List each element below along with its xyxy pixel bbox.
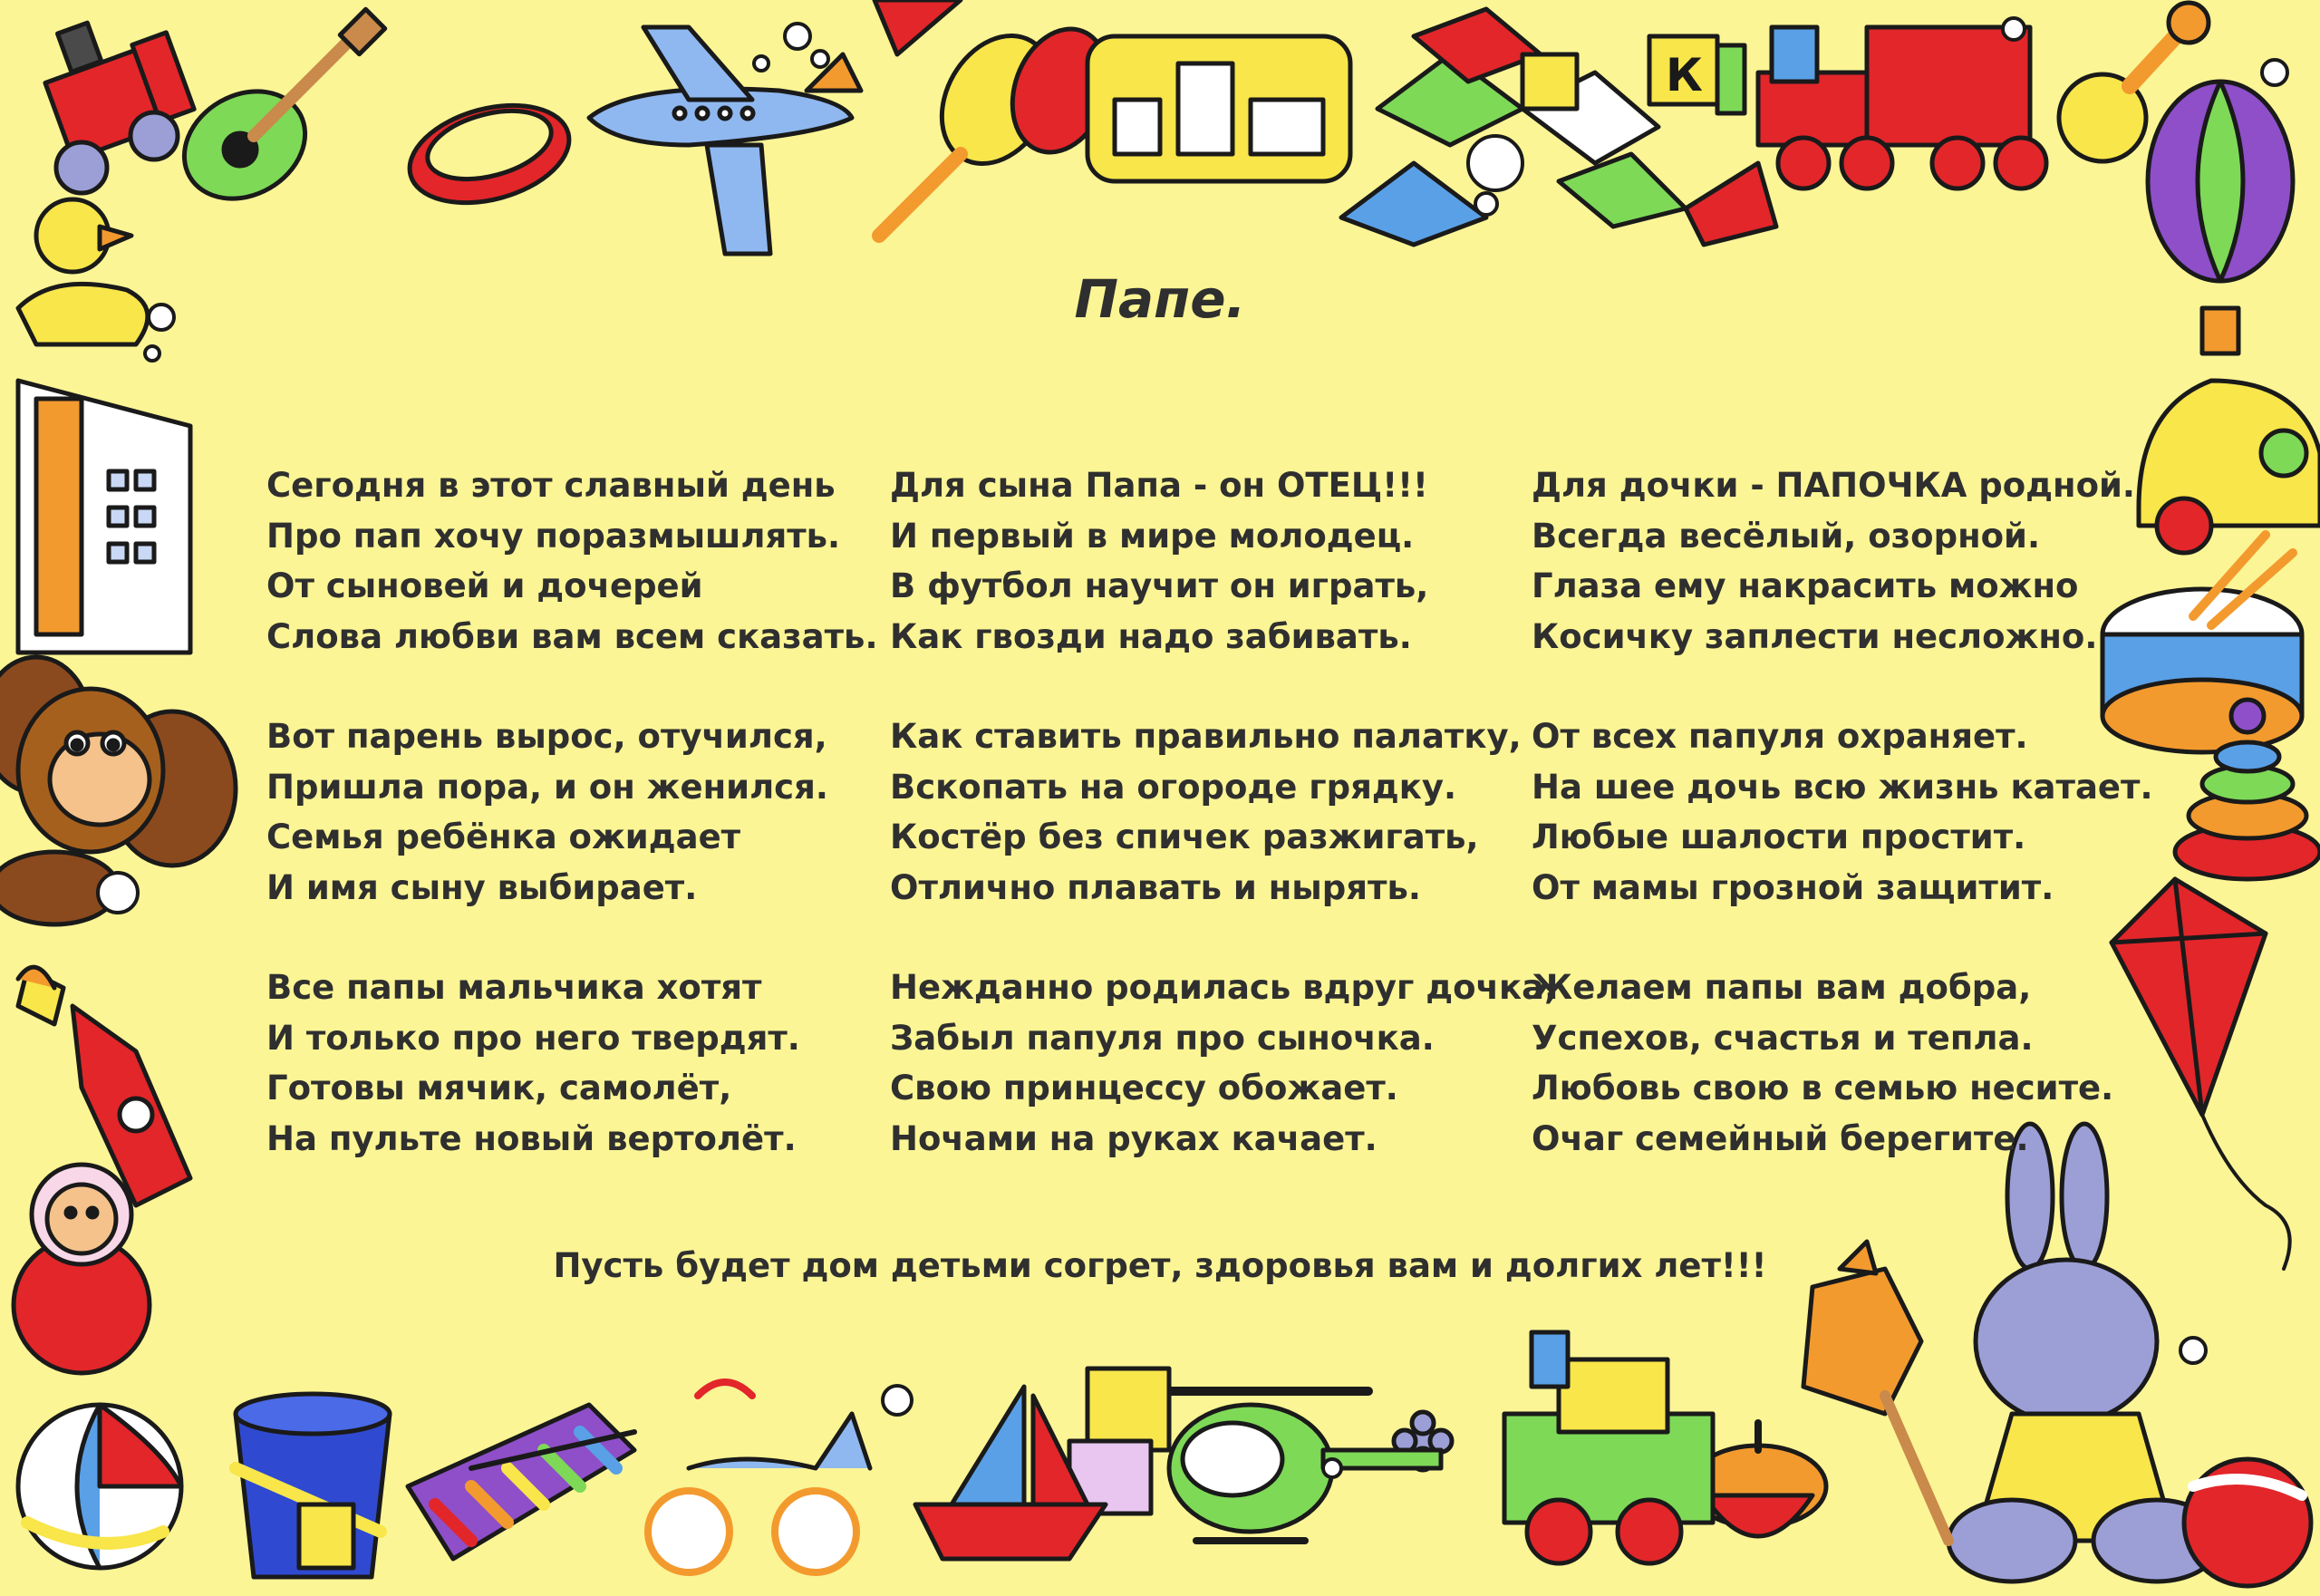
poem-line: Ночами на руках качает. bbox=[890, 1118, 1378, 1158]
poem-line: На шее дочь всю жизнь катает. bbox=[1532, 767, 2153, 807]
bubble-icon bbox=[754, 24, 828, 71]
stanza bbox=[1532, 711, 2153, 913]
poem-column-3 bbox=[1532, 460, 2153, 1214]
poem-line: От мамы грозной защитит. bbox=[1532, 867, 2054, 907]
poem-line: На пульте новый вертолёт. bbox=[266, 1118, 797, 1158]
poem-line: Слова любви вам всем сказать. bbox=[266, 616, 878, 656]
poem-line: Свою принцессу обожает. bbox=[890, 1069, 1398, 1108]
bubble-icon bbox=[2180, 1338, 2206, 1363]
poem-line: Очаг семейный берегите. bbox=[1532, 1118, 2029, 1158]
poem-title: Папе. bbox=[1074, 268, 1246, 330]
poem-line: Сегодня в этот славный день bbox=[266, 466, 836, 505]
poem-line: Всегда весёлый, озорной. bbox=[1532, 516, 2041, 556]
ball-icon bbox=[2184, 1459, 2311, 1586]
stanza bbox=[266, 711, 865, 913]
beach-ball-icon bbox=[18, 1405, 181, 1568]
stanza bbox=[890, 962, 1558, 1164]
poem-line: Желаем папы вам добра, bbox=[1532, 968, 2032, 1007]
stanza bbox=[890, 460, 1515, 662]
poem-line: Готовы мячик, самолёт, bbox=[266, 1069, 732, 1108]
xylophone-icon bbox=[408, 1405, 634, 1559]
poem-line: От всех папуля охраняет. bbox=[1532, 717, 2028, 756]
poem-line: Отлично плавать и нырять. bbox=[890, 867, 1421, 907]
stanza bbox=[890, 711, 1522, 913]
poem-line: Забыл папуля про сыночка. bbox=[890, 1018, 1435, 1058]
poem-line: Костёр без спичек разжигать, bbox=[890, 817, 1479, 856]
stanza bbox=[1532, 460, 2148, 662]
poem-line: Нежданно родилась вдруг дочка, bbox=[890, 968, 1558, 1007]
poem-line: Для сына Папа - он ОТЕЦ!!! bbox=[890, 466, 1428, 505]
block-letter: К bbox=[1666, 49, 1703, 102]
poem-line: Как гвозди надо забивать. bbox=[890, 616, 1412, 656]
poem-column-2 bbox=[890, 460, 1558, 1214]
toy-car-icon bbox=[2139, 381, 2320, 553]
closing-wish: Пусть будет дом детьми согрет, здоровья вам и долгих лет!!! bbox=[553, 1246, 1767, 1285]
poem-line: Как ставить правильно палатку, bbox=[890, 717, 1522, 756]
poem-line: От сыновей и дочерей bbox=[266, 566, 703, 605]
toy-train-engine-icon bbox=[45, 23, 194, 193]
pennant-icon bbox=[875, 0, 961, 54]
toy-train-icon bbox=[1758, 27, 2046, 189]
poem-line: Любые шалости простит. bbox=[1532, 817, 2026, 856]
toy-bus-icon bbox=[1088, 36, 1350, 181]
poem-line: Успехов, счастья и тепла. bbox=[1532, 1018, 2034, 1058]
stanza bbox=[266, 962, 865, 1164]
toy-locomotive-icon bbox=[1504, 1332, 1713, 1563]
poem-line: Для дочки - ПАПОЧКА родной. bbox=[1532, 466, 2135, 505]
toy-blocks-icon bbox=[1069, 1369, 1169, 1514]
stanza bbox=[266, 460, 878, 662]
toy-ship-icon bbox=[18, 381, 190, 653]
bubble-icon bbox=[98, 873, 138, 913]
letter-block-icon bbox=[1649, 36, 1745, 113]
poem-line: Все папы мальчика хотят bbox=[266, 968, 762, 1007]
helicopter-icon bbox=[1142, 1391, 1441, 1541]
poem-line: Глаза ему накрасить можно bbox=[1532, 566, 2079, 605]
bubble-icon bbox=[1468, 136, 1522, 215]
poem-line: Пришла пора, и он женился. bbox=[266, 767, 828, 807]
poem-line: Вскопать на огороде грядку. bbox=[890, 767, 1457, 807]
poem-line: Семья ребёнка ожидает bbox=[266, 817, 741, 856]
guitar-icon bbox=[165, 9, 385, 219]
bucket-and-shovel-icon bbox=[236, 1394, 390, 1577]
poem-line: Косичку заплести несложно. bbox=[1532, 616, 2098, 656]
poem-line: И только про него твердят. bbox=[266, 1018, 800, 1058]
tambourine-icon bbox=[399, 89, 580, 218]
balance-bike-icon bbox=[648, 1382, 870, 1572]
poem-line: И имя сыну выбирает. bbox=[266, 867, 698, 907]
poem-line: В футбол научит он играть, bbox=[890, 566, 1429, 605]
poem-line: Про пап хочу поразмышлять. bbox=[266, 516, 841, 556]
poem-line: Любовь свою в семью несите. bbox=[1532, 1069, 2114, 1108]
poem-line: Вот парень вырос, отучился, bbox=[266, 717, 827, 756]
poem-column-1 bbox=[266, 460, 878, 1214]
stanza bbox=[1532, 962, 2148, 1164]
poem-line: И первый в мире молодец. bbox=[890, 516, 1415, 556]
